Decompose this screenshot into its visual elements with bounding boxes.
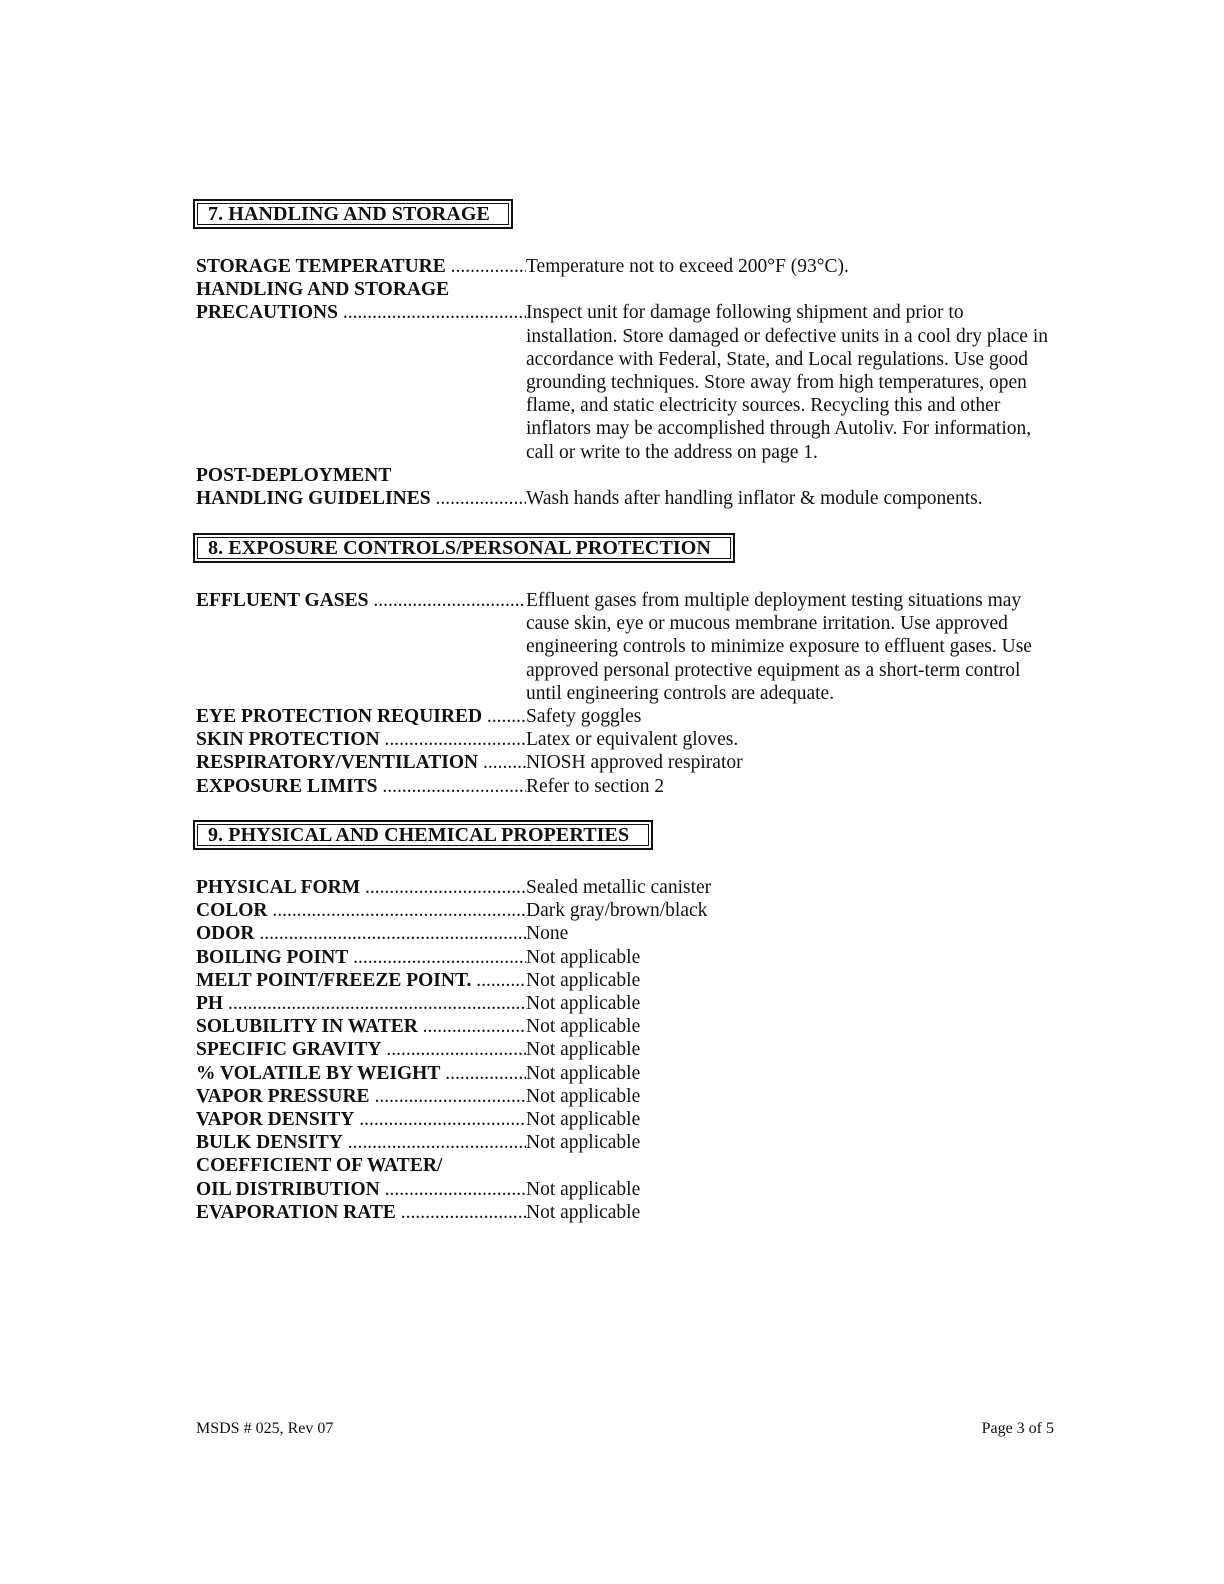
entry-value: Latex or equivalent gloves. bbox=[526, 729, 739, 751]
entry-label: % VOLATILE BY WEIGHT ..... bbox=[196, 1062, 526, 1085]
entry-value: Safety goggles bbox=[526, 706, 642, 728]
entry-solubility-in-water bbox=[196, 1015, 1066, 1038]
entry-label: PRECAUTIONS ..... bbox=[196, 301, 526, 324]
entry-value: Not applicable bbox=[526, 1132, 641, 1154]
footer-page-number: Page 3 of 5 bbox=[981, 1420, 1054, 1437]
section-8-header bbox=[193, 533, 735, 563]
entry-bulk-density bbox=[196, 1131, 1066, 1154]
entry-respiratory-ventilation bbox=[196, 751, 1066, 774]
section-9-title: 9. PHYSICAL AND CHEMICAL PROPERTIES bbox=[197, 824, 649, 846]
entry-label: SKIN PROTECTION ..... bbox=[196, 728, 526, 751]
entry-value: Refer to section 2 bbox=[526, 775, 665, 797]
entry-color bbox=[196, 899, 1066, 922]
entry-label: COLOR ..... bbox=[196, 899, 526, 922]
entry-value: Not applicable bbox=[526, 1016, 641, 1038]
entry-effluent-gases bbox=[196, 589, 1066, 705]
entry-label: BOILING POINT ..... bbox=[196, 946, 526, 969]
entry-label: BULK DENSITY ..... bbox=[196, 1131, 526, 1154]
footer-document-id: MSDS # 025, Rev 07 bbox=[196, 1420, 334, 1437]
entry-label: EFFLUENT GASES ..... bbox=[196, 589, 526, 612]
entry-label: COEFFICIENT OF WATER/ bbox=[196, 1155, 443, 1177]
entry-specific-gravity bbox=[196, 1038, 1066, 1061]
entry-label: SOLUBILITY IN WATER ..... bbox=[196, 1015, 526, 1038]
entry-value: Not applicable bbox=[526, 1085, 641, 1107]
entry-label: VAPOR PRESSURE ..... bbox=[196, 1085, 526, 1108]
entry-label: PH ..... bbox=[196, 992, 526, 1015]
entry-odor bbox=[196, 922, 1066, 945]
entry-value: Not applicable bbox=[526, 1062, 641, 1084]
section-9-header bbox=[193, 820, 653, 850]
entry-value: Not applicable bbox=[526, 1178, 641, 1200]
entry-value: Inspect unit for damage following shipment and prior to installation. Store damaged or defective units in a cool dry place in accordance with Federal, State, and Local regulations. Use good grounding techniques. Store away from high temperatures, open flame, and static electricity sources. Recycling this and other inflators may be accomplished through Autoliv. For information, call or write to the address on page 1. bbox=[526, 302, 1049, 463]
section-8-body bbox=[196, 589, 1066, 798]
section-7-title: 7. HANDLING AND STORAGE bbox=[197, 203, 509, 225]
entry-value: NIOSH approved respirator bbox=[526, 752, 743, 774]
entry-ph bbox=[196, 992, 1066, 1015]
entry-value: Effluent gases from multiple deployment testing situations may cause skin, eye or mucous membrane irritation. Use approved engineering controls to minimize exposure to effluent gases. Use approved personal protective equipment as a short-term control until engineering controls are adequate. bbox=[526, 590, 1032, 704]
entry-label: RESPIRATORY/VENTILATION ..... bbox=[196, 751, 526, 774]
entry-value: Not applicable bbox=[526, 969, 641, 991]
entry-vapor-density bbox=[196, 1108, 1066, 1131]
section-9-body bbox=[196, 876, 1066, 1224]
entry-label: PHYSICAL FORM ..... bbox=[196, 876, 526, 899]
entry-value: Wash hands after handling inflator & module components. bbox=[526, 488, 983, 509]
entry-value: Sealed metallic canister bbox=[526, 877, 712, 898]
entry-label: POST-DEPLOYMENT bbox=[196, 464, 392, 486]
entry-evaporation-rate bbox=[196, 1201, 1066, 1224]
entry-value: Not applicable bbox=[526, 1109, 641, 1131]
entry-label: SPECIFIC GRAVITY ..... bbox=[196, 1038, 526, 1061]
entry-label: VAPOR DENSITY ..... bbox=[196, 1108, 526, 1131]
entry-label: MELT POINT/FREEZE POINT. ..... bbox=[196, 969, 526, 992]
entry-label: STORAGE TEMPERATURE ..... bbox=[196, 255, 526, 278]
entry-storage-temperature bbox=[196, 255, 1066, 278]
entry-label: EVAPORATION RATE ..... bbox=[196, 1201, 526, 1224]
entry-label: EYE PROTECTION REQUIRED ..... bbox=[196, 705, 526, 728]
section-7-body bbox=[196, 255, 1066, 510]
entry-label: HANDLING GUIDELINES ..... bbox=[196, 487, 526, 510]
entry-value: Dark gray/brown/black bbox=[526, 900, 708, 922]
entry-value: Not applicable bbox=[526, 1201, 641, 1223]
section-8-title: 8. EXPOSURE CONTROLS/PERSONAL PROTECTION bbox=[197, 537, 731, 559]
entry-handling-storage-precautions bbox=[196, 278, 1066, 464]
entry-exposure-limits bbox=[196, 775, 1066, 798]
entry-boiling-point bbox=[196, 946, 1066, 969]
entry-value: Temperature not to exceed 200°F (93°C). bbox=[526, 256, 849, 277]
entry-physical-form bbox=[196, 876, 1066, 899]
entry-coefficient-water-oil bbox=[196, 1154, 1066, 1200]
entry-volatile-by-weight bbox=[196, 1062, 1066, 1085]
entry-value: None bbox=[526, 923, 569, 945]
entry-post-deployment bbox=[196, 464, 1066, 510]
section-7-header bbox=[193, 199, 513, 229]
entry-label: ODOR ..... bbox=[196, 922, 526, 945]
entry-label: HANDLING AND STORAGE bbox=[196, 279, 450, 301]
entry-skin-protection bbox=[196, 728, 1066, 751]
entry-label: OIL DISTRIBUTION ..... bbox=[196, 1178, 526, 1201]
entry-value: Not applicable bbox=[526, 993, 641, 1015]
entry-label: EXPOSURE LIMITS ..... bbox=[196, 775, 526, 798]
entry-melt-freeze-point bbox=[196, 969, 1066, 992]
entry-eye-protection bbox=[196, 705, 1066, 728]
entry-value: Not applicable bbox=[526, 946, 641, 968]
entry-value: Not applicable bbox=[526, 1039, 641, 1061]
entry-vapor-pressure bbox=[196, 1085, 1066, 1108]
